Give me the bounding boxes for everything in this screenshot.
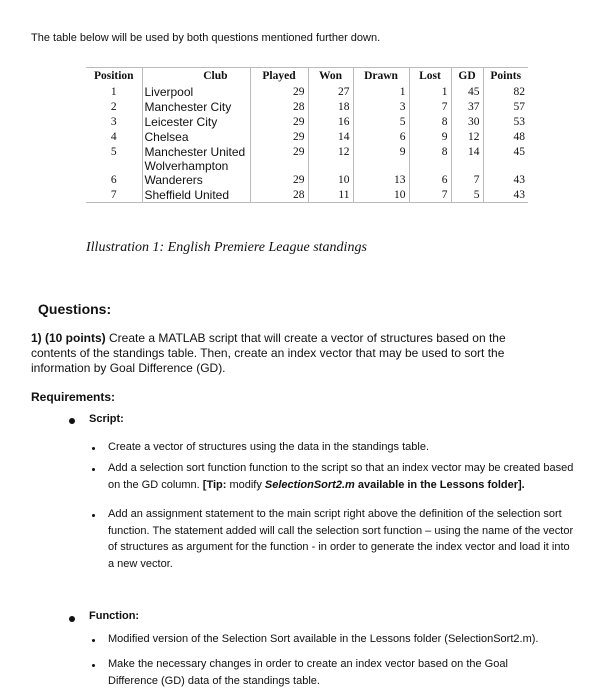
tip-label: [Tip: (202, 478, 227, 491)
header-gd: GD (451, 68, 483, 85)
function-item-2: Make the necessary changes in order to create an index vector based on the Goal Difference (GD) data of the standings table. (108, 658, 508, 687)
cell-drawn: 6 (353, 129, 409, 144)
selection-sort-filename: SelectionSort2.m (264, 478, 355, 491)
standings-table (86, 67, 528, 203)
cell-lost: 7 (409, 187, 451, 203)
cell-club: Manchester United (142, 144, 250, 159)
question-1-label: 1) (10 points) (31, 331, 106, 345)
cell-club: Liverpool (142, 84, 250, 99)
cell-lost: 1 (409, 84, 451, 99)
cell-points: 53 (483, 114, 528, 129)
cell-position: 5 (110, 146, 117, 158)
header-drawn: Drawn (353, 68, 409, 85)
sub-bullet-dot (92, 664, 95, 667)
cell-club: Manchester City (142, 99, 250, 114)
cell-lost: 8 (409, 144, 451, 159)
cell-position: 3 (110, 116, 117, 128)
cell-drawn: 13 (353, 159, 409, 187)
bullet-dot (69, 418, 75, 424)
function-item-1: Modified version of the Selection Sort available in the Lessons folder (SelectionSort2.m). (108, 633, 539, 645)
table-row (86, 187, 528, 203)
cell-won: 12 (308, 144, 353, 159)
tip-end: ]. (518, 478, 525, 491)
cell-drawn: 3 (353, 99, 409, 114)
question-1 (31, 331, 551, 376)
cell-played: 28 (250, 99, 308, 114)
cell-club: Chelsea (142, 129, 250, 144)
table-header-row (86, 68, 528, 85)
cell-points: 82 (483, 84, 528, 99)
tip-text: modify (226, 478, 265, 491)
table-row (86, 129, 528, 144)
script-item-2 (108, 460, 578, 493)
cell-won: 18 (308, 99, 353, 114)
header-club: Club (142, 68, 250, 85)
cell-played: 28 (250, 187, 308, 203)
cell-drawn: 10 (353, 187, 409, 203)
cell-played: 29 (250, 144, 308, 159)
cell-gd: 30 (451, 114, 483, 129)
cell-gd: 45 (451, 84, 483, 99)
cell-position: 6 (110, 174, 117, 186)
cell-won: 16 (308, 114, 353, 129)
questions-heading: Questions: (38, 301, 112, 317)
header-position: Position (86, 68, 142, 85)
cell-won: 10 (308, 159, 353, 187)
cell-played: 29 (250, 159, 308, 187)
tip-text-2: available in the Lessons folder (354, 478, 518, 491)
table-row (86, 159, 528, 187)
cell-lost: 7 (409, 99, 451, 114)
cell-drawn: 9 (353, 144, 409, 159)
cell-points: 43 (483, 159, 528, 187)
cell-won: 27 (308, 84, 353, 99)
header-points: Points (483, 68, 528, 85)
bullet-dot (69, 616, 75, 622)
cell-lost: 9 (409, 129, 451, 144)
sub-bullet-dot (92, 468, 95, 471)
script-item-1: Create a vector of structures using the data in the standings table. (108, 441, 430, 453)
table-row (86, 99, 528, 114)
table-row (86, 84, 528, 99)
cell-gd: 7 (451, 159, 483, 187)
question-1-text: Create a MATLAB script that will create a vector of structures based on the contents of the standings table. Then, create an index vector that may be used to sort the information by Goal Difference (GD). (31, 331, 506, 375)
cell-points: 57 (483, 99, 528, 114)
requirements-heading: Requirements: (31, 390, 116, 404)
cell-points: 45 (483, 144, 528, 159)
cell-club: Sheffield United (142, 187, 250, 203)
script-item-3: Add an assignment statement to the main script right above the definition of the selection sort function. The statement added will call the selection sort function – using the name of the vector of structures as argument for the function - in order to generate the index vector and load it into a new vector. (108, 508, 574, 570)
cell-position: 1 (110, 86, 117, 98)
cell-drawn: 1 (353, 84, 409, 99)
sub-bullet-dot (92, 639, 95, 642)
cell-lost: 6 (409, 159, 451, 187)
sub-bullet-dot (92, 514, 95, 517)
table-row (86, 114, 528, 129)
cell-points: 48 (483, 129, 528, 144)
cell-played: 29 (250, 114, 308, 129)
cell-gd: 37 (451, 99, 483, 114)
table-row (86, 144, 528, 159)
cell-position: 7 (86, 187, 142, 203)
cell-gd: 14 (451, 144, 483, 159)
cell-lost: 8 (409, 114, 451, 129)
cell-position: 2 (110, 101, 117, 113)
cell-club: Leicester City (142, 114, 250, 129)
sub-bullet-dot (92, 447, 95, 450)
cell-points: 43 (483, 187, 528, 203)
cell-club: Wolverhampton Wanderers (142, 159, 250, 187)
cell-position: 4 (110, 131, 117, 143)
cell-won: 11 (308, 187, 353, 203)
function-label: Function: (89, 610, 140, 622)
script-item-2-text: Add a selection sort function function to the script so that an index vector may be created based on the GD column. (108, 462, 574, 491)
cell-won: 14 (308, 129, 353, 144)
header-won: Won (308, 68, 353, 85)
header-lost: Lost (409, 68, 451, 85)
intro-text: The table below will be used by both questions mentioned further down. (31, 32, 381, 44)
cell-played: 29 (250, 129, 308, 144)
cell-played: 29 (250, 84, 308, 99)
cell-drawn: 5 (353, 114, 409, 129)
cell-gd: 12 (451, 129, 483, 144)
script-label: Script: (89, 413, 124, 425)
cell-gd: 5 (451, 187, 483, 203)
header-played: Played (250, 68, 308, 85)
table-caption: Illustration 1: English Premiere League standings (86, 240, 367, 255)
